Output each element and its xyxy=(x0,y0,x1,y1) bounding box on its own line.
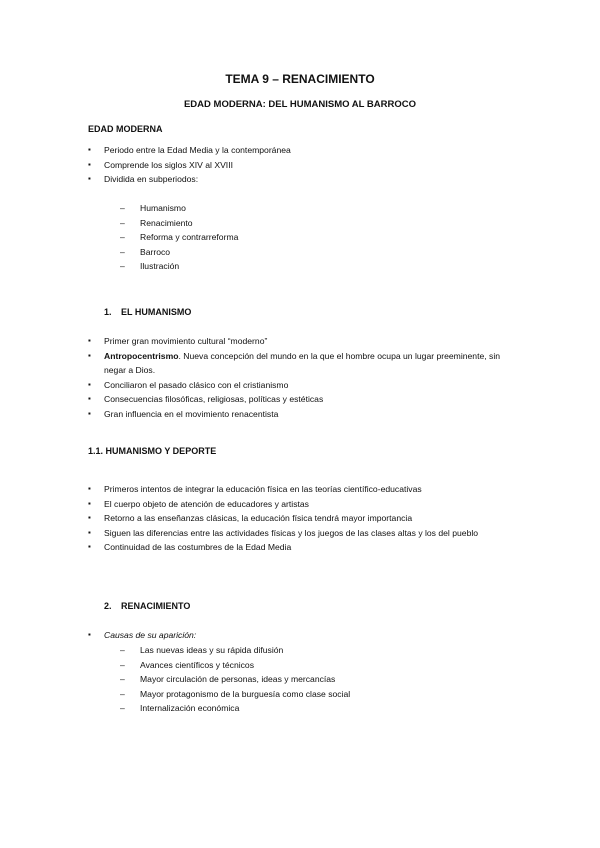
section-heading-humanismo xyxy=(88,307,191,317)
list-item: ▪ Retorno a las enseñanzas clásicas, la educación física tendrá mayor importancia xyxy=(88,511,508,526)
list-item: ▪ Gran influencia en el movimiento renacentista xyxy=(88,407,508,422)
list-item: – Internalización económica xyxy=(120,701,480,716)
list-item: – Las nuevas ideas y su rápida difusión xyxy=(120,643,480,658)
list-item: – Mayor circulación de personas, ideas y mercancías xyxy=(120,672,480,687)
list-item: ▪ Siguen las diferencias entre las actividades físicas y los juegos de las clases altas y los del pueblo xyxy=(88,526,508,541)
section-number: 2. xyxy=(104,601,112,611)
list-item: – Renacimiento xyxy=(120,216,480,231)
term-definition: . Nueva concepción del mundo en la que el hombre ocupa un lugar preeminente, sin negar a Dios. xyxy=(104,350,501,375)
list-item: ▪ Primer gran movimiento cultural “moderno” xyxy=(88,334,508,349)
causas-list xyxy=(120,643,480,716)
list-item: – Barroco xyxy=(120,245,480,260)
document-subtitle: EDAD MODERNA: DEL HUMANISMO AL BARROCO xyxy=(183,99,417,110)
humanismo-list xyxy=(88,334,508,421)
section-heading-renacimiento xyxy=(88,601,190,611)
list-item: ▪ Causas de su aparición: xyxy=(88,628,508,643)
list-item: ▪ Continuidad de las costumbres de la Edad Media xyxy=(88,540,508,555)
edad-moderna-list xyxy=(88,143,508,187)
list-item: – Reforma y contrarreforma xyxy=(120,230,480,245)
list-item: – Mayor protagonismo de la burguesía como clase social xyxy=(120,687,480,702)
section-heading-humanismo-deporte: 1.1. HUMANISMO Y DEPORTE xyxy=(88,446,217,456)
list-item: ▪ Consecuencias filosóficas, religiosas, políticas y estéticas xyxy=(88,392,508,407)
term-antropocentrismo: Antropocentrismo xyxy=(104,350,179,361)
list-item: ▪ Periodo entre la Edad Media y la contemporánea xyxy=(88,143,508,158)
subperiodos-list xyxy=(120,201,480,274)
document-title: TEMA 9 – RENACIMIENTO xyxy=(225,72,375,86)
section-title: EL HUMANISMO xyxy=(121,307,192,317)
list-item: ▪ Primeros intentos de integrar la educación física en las teorías científico-educativas xyxy=(88,482,508,497)
list-item: ▪ Dividida en subperiodos: xyxy=(88,172,508,187)
list-item: ▪ Comprende los siglos XIV al XVIII xyxy=(88,158,508,173)
list-item: – Avances científicos y técnicos xyxy=(120,658,480,673)
list-item: ▪ El cuerpo objeto de atención de educadores y artistas xyxy=(88,497,508,512)
humanismo-deporte-list xyxy=(88,482,508,555)
list-item: – Humanismo xyxy=(120,201,480,216)
section-title: RENACIMIENTO xyxy=(121,601,191,611)
section-heading-edad-moderna: EDAD MODERNA xyxy=(88,124,163,134)
list-item xyxy=(88,349,508,378)
renacimiento-list xyxy=(88,628,508,643)
section-number: 1. xyxy=(104,307,112,317)
list-item: – Ilustración xyxy=(120,259,480,274)
list-item: ▪ Conciliaron el pasado clásico con el cristianismo xyxy=(88,378,508,393)
